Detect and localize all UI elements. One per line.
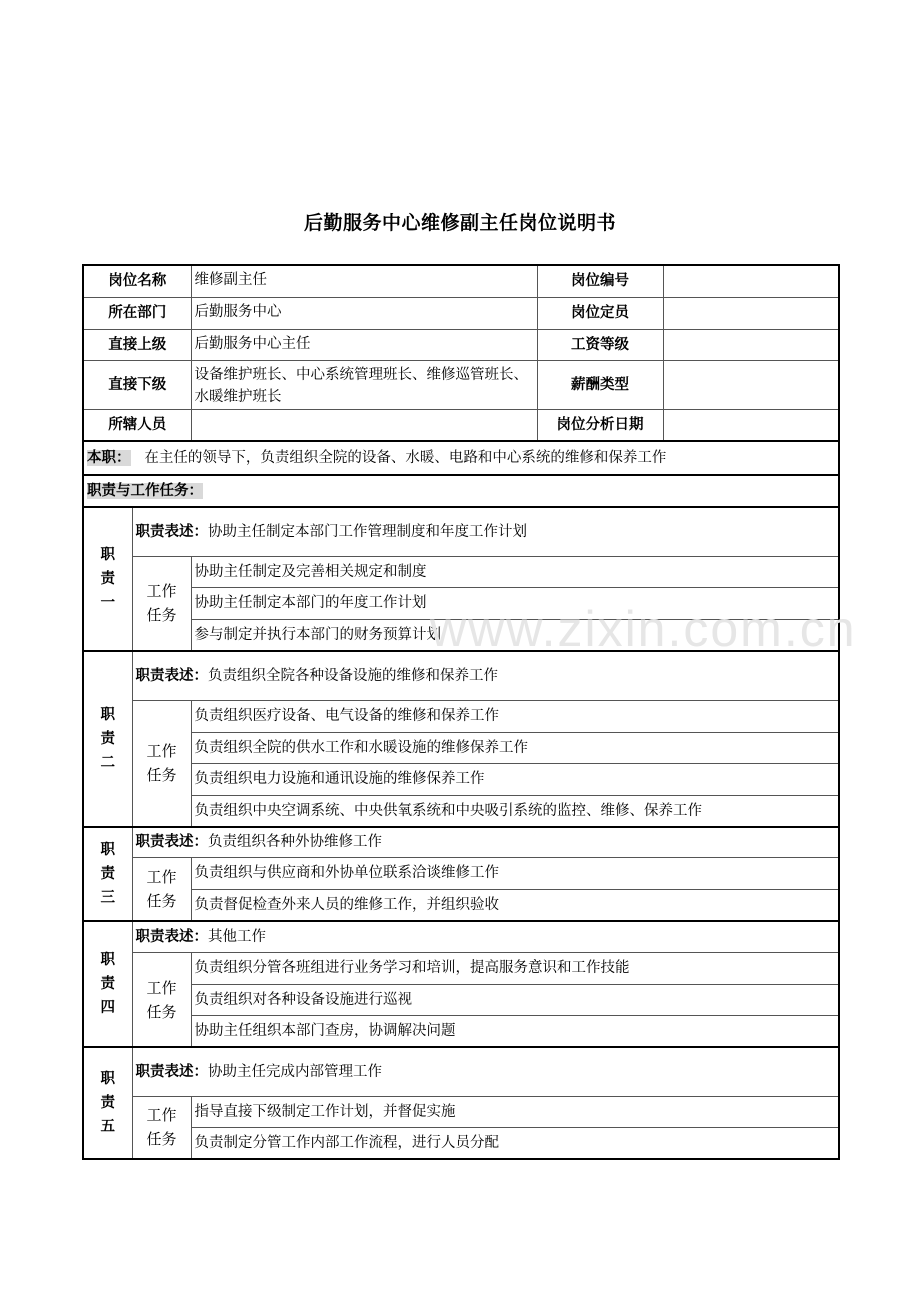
task-item: 协助主任制定及完善相关规定和制度 bbox=[191, 556, 839, 588]
task-label: 工作任务 bbox=[146, 742, 177, 785]
field-label: 工资等级 bbox=[537, 329, 663, 360]
description-text: 负责组织各种外协维修工作 bbox=[208, 834, 382, 851]
task-item: 负责组织与供应商和外协单位联系洽谈维修工作 bbox=[191, 858, 839, 890]
task-label: 工作任务 bbox=[146, 1106, 177, 1149]
task-row bbox=[83, 1016, 839, 1048]
duty-name-cell bbox=[83, 651, 132, 827]
task-row bbox=[83, 984, 839, 1016]
task-label-cell bbox=[132, 1096, 191, 1159]
description-label: 职责表述： bbox=[135, 523, 208, 540]
field-label: 所在部门 bbox=[83, 297, 191, 329]
task-label: 工作任务 bbox=[146, 582, 177, 624]
field-value bbox=[663, 360, 839, 409]
core-duty-text: 在主任的领导下，负责组织全院的设备、水暖、电路和中心系统的维修和保养工作 bbox=[144, 450, 667, 466]
task-item: 负责组织分管各班组进行业务学习和培训，提高服务意识和工作技能 bbox=[191, 953, 839, 985]
job-description-table bbox=[82, 264, 840, 1160]
task-label-cell bbox=[132, 556, 191, 651]
duty-description bbox=[132, 507, 839, 556]
field-label: 岗位名称 bbox=[83, 265, 191, 297]
duty-description bbox=[132, 827, 839, 858]
duties-header-row bbox=[83, 475, 839, 507]
document-title: 后勤服务中心维修副主任岗位说明书 bbox=[303, 212, 616, 234]
duty-description bbox=[132, 1047, 839, 1096]
field-value bbox=[663, 265, 839, 297]
task-row bbox=[83, 588, 839, 620]
duty-description bbox=[132, 651, 839, 701]
field-label: 岗位编号 bbox=[537, 265, 663, 297]
description-label: 职责表述： bbox=[135, 834, 208, 851]
duty-name-cell bbox=[83, 827, 132, 921]
task-row bbox=[83, 953, 839, 985]
field-value bbox=[663, 329, 839, 360]
field-label: 岗位分析日期 bbox=[537, 409, 663, 441]
task-label: 工作任务 bbox=[146, 867, 177, 910]
task-row bbox=[83, 1096, 839, 1128]
task-row bbox=[83, 1128, 839, 1160]
task-item: 负责组织电力设施和通讯设施的维修保养工作 bbox=[191, 764, 839, 796]
task-row bbox=[83, 858, 839, 890]
task-row bbox=[83, 701, 839, 733]
duty-description-row bbox=[83, 1047, 839, 1096]
info-row bbox=[83, 329, 839, 360]
task-row bbox=[83, 764, 839, 796]
watermark: www.zixin.com.cn bbox=[430, 601, 857, 657]
duties-header-label: 职责与工作任务： bbox=[87, 483, 203, 499]
field-value bbox=[663, 409, 839, 441]
field-label: 直接上级 bbox=[83, 329, 191, 360]
duty-name-cell bbox=[83, 507, 132, 651]
duty-description-row bbox=[83, 827, 839, 858]
description-text: 负责组织全院各种设备设施的维修和保养工作 bbox=[208, 667, 498, 684]
field-value: 维修副主任 bbox=[191, 265, 537, 297]
task-label-cell bbox=[132, 701, 191, 827]
info-row bbox=[83, 297, 839, 329]
field-value: 后勤服务中心 bbox=[191, 297, 537, 329]
duty-name: 职责三 bbox=[100, 841, 115, 906]
duty-description-row bbox=[83, 921, 839, 953]
task-label: 工作任务 bbox=[146, 978, 177, 1021]
info-row bbox=[83, 360, 839, 409]
task-item: 负责组织对各种设备设施进行巡视 bbox=[191, 984, 839, 1016]
duty-name: 职责二 bbox=[100, 706, 115, 771]
duty-name-cell bbox=[83, 921, 132, 1048]
task-item: 协助主任组织本部门查房，协调解决问题 bbox=[191, 1016, 839, 1048]
description-text: 协助主任制定本部门工作管理制度和年度工作计划 bbox=[208, 523, 527, 540]
task-row bbox=[83, 732, 839, 764]
field-label: 直接下级 bbox=[83, 360, 191, 409]
duty-name: 职责四 bbox=[100, 951, 115, 1016]
task-row bbox=[83, 889, 839, 921]
field-label: 岗位定员 bbox=[537, 297, 663, 329]
core-duty-row bbox=[83, 441, 839, 475]
info-row bbox=[83, 265, 839, 297]
task-item: 负责制定分管工作内部工作流程，进行人员分配 bbox=[191, 1128, 839, 1160]
duty-name: 职责一 bbox=[100, 546, 115, 611]
core-duty bbox=[83, 441, 839, 475]
task-label-cell bbox=[132, 953, 191, 1048]
description-label: 职责表述： bbox=[135, 667, 208, 684]
field-label: 所辖人员 bbox=[83, 409, 191, 441]
core-duty-label: 本职： bbox=[87, 450, 131, 466]
description-text: 协助主任完成内部管理工作 bbox=[208, 1063, 382, 1080]
task-row bbox=[83, 795, 839, 827]
field-value: 设备维护班长、中心系统管理班长、维修巡管班长、水暖维护班长 bbox=[191, 360, 537, 409]
task-item: 负责组织医疗设备、电气设备的维修和保养工作 bbox=[191, 701, 839, 733]
duty-name-cell bbox=[83, 1047, 132, 1159]
field-value bbox=[663, 297, 839, 329]
description-label: 职责表述： bbox=[135, 1063, 208, 1080]
duty-description bbox=[132, 921, 839, 953]
task-item: 负责组织全院的供水工作和水暖设施的维修保养工作 bbox=[191, 732, 839, 764]
duty-name: 职责五 bbox=[100, 1071, 115, 1135]
duty-description-row bbox=[83, 507, 839, 556]
task-label-cell bbox=[132, 858, 191, 921]
field-value bbox=[191, 409, 537, 441]
description-label: 职责表述： bbox=[135, 928, 208, 945]
task-row bbox=[83, 619, 839, 651]
field-value: 后勤服务中心主任 bbox=[191, 329, 537, 360]
info-row bbox=[83, 409, 839, 441]
task-item: 协助主任制定本部门的年度工作计划 bbox=[191, 588, 839, 620]
duties-header bbox=[83, 475, 839, 507]
task-item: 负责督促检查外来人员的维修工作，并组织验收 bbox=[191, 889, 839, 921]
task-item: 负责组织中央空调系统、中央供氧系统和中央吸引系统的监控、维修、保养工作 bbox=[191, 795, 839, 827]
task-item: 参与制定并执行本部门的财务预算计划 bbox=[191, 619, 839, 651]
task-item: 指导直接下级制定工作计划，并督促实施 bbox=[191, 1096, 839, 1128]
field-label: 薪酬类型 bbox=[537, 360, 663, 409]
duty-description-row bbox=[83, 651, 839, 701]
task-row bbox=[83, 556, 839, 588]
description-text: 其他工作 bbox=[208, 928, 266, 945]
